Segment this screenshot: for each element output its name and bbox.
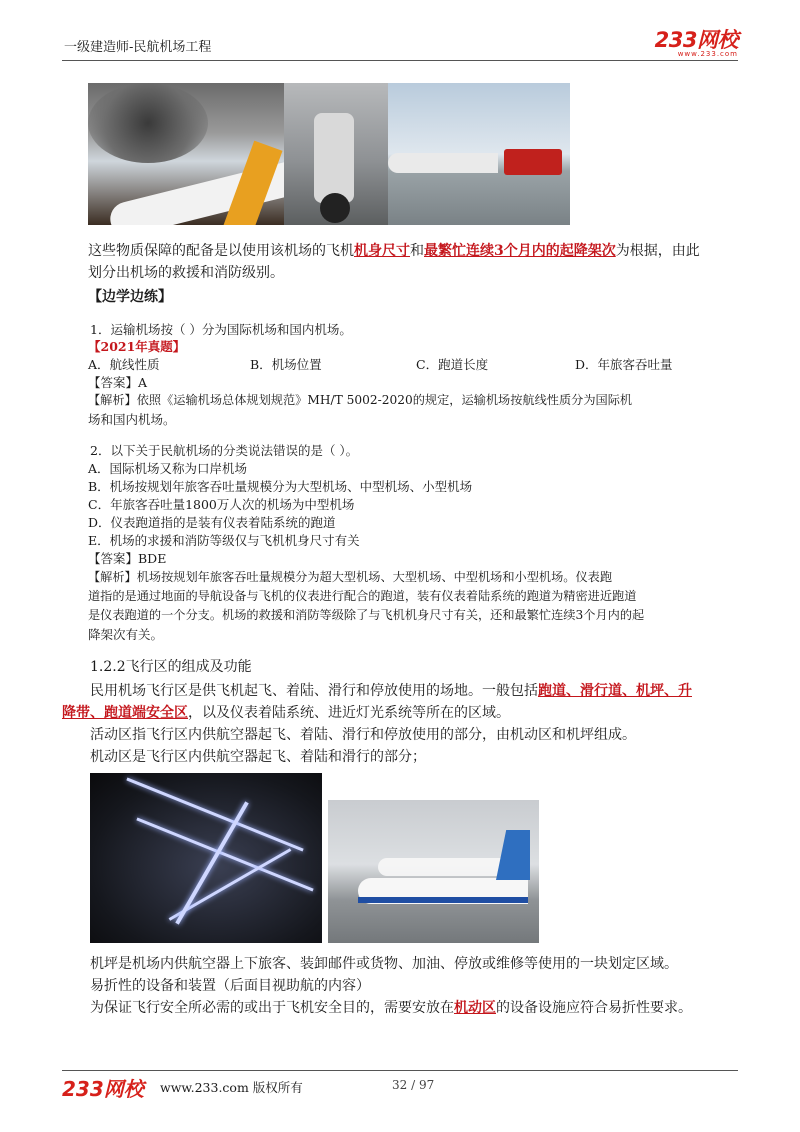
- practice-heading: 【边学边练】: [88, 289, 172, 305]
- q2-analysis-line4: 降架次有关。: [88, 627, 164, 642]
- page-header: [62, 30, 738, 60]
- q2-analysis-line2: 道指的是通过地面的导航设备与飞机的仪表进行配合的跑道，装有仪表着陆系统的跑道为精密进近跑道: [88, 589, 637, 603]
- apron-paragraph: 机坪是机场内供航空器上下旅客、装卸邮件或货物、加油、停放或维修等使用的一块划定区域。: [90, 956, 678, 972]
- q2-option-d: D．仪表跑道指的是装有仪表着陆系统的跑道: [88, 515, 336, 530]
- header-title: 一级建造师-民航机场工程: [64, 40, 212, 55]
- section-heading: 1.2.2飞行区的组成及功能: [90, 659, 252, 675]
- q2-analysis-line1: 【解析】机场按规划年旅客吞吐量规模分为超大型机场、大型机场、中型机场和小型机场。仪表跑: [88, 570, 613, 584]
- q1-option-b: B．机场位置: [250, 357, 322, 372]
- apron-aircraft-photo: [328, 800, 539, 943]
- q2-stem: 2．以下关于民航机场的分类说法错误的是（ ）。: [90, 443, 359, 458]
- footer-logo: 233网校: [62, 1077, 144, 1101]
- airport-model-photo: [90, 773, 322, 943]
- q2-analysis-line3: 是仪表跑道的一个分支。机场的救援和消防等级除了与飞机机身尺寸有关，还和最繁忙连续3个月内的起: [88, 608, 645, 622]
- frangibility-heading: 易折性的设备和装置（后面目视助航的内容）: [90, 978, 370, 994]
- q2-answer: 【答案】BDE: [88, 551, 167, 566]
- q1-exam-tag: 【2021年真题】: [88, 339, 186, 354]
- page-number: 32 / 97: [392, 1078, 435, 1092]
- intro-paragraph-line2: 划分出机场的救援和消防级别。: [88, 265, 284, 281]
- q1-answer: 【答案】A: [88, 375, 148, 390]
- q1-analysis: 【解析】依照《运输机场总体规划规范》MH/T 5002-2020的规定，运输机场按航线性质分为国际机: [88, 393, 633, 407]
- q2-option-b: B．机场按规划年旅客吞吐量规模分为大型机场、中型机场、小型机场: [88, 479, 473, 494]
- brand-logo: [655, 30, 738, 58]
- frangibility-paragraph: 为保证飞行安全所必需的或出于飞机安全目的，需要安放在机动区的设备设施应符合易折性要求。: [90, 1000, 692, 1016]
- highlight-airside-elements: 跑道、滑行道、机坪、升: [538, 683, 692, 699]
- brand-logo-text: 233网校: [654, 28, 738, 52]
- footer-copyright: www.233.com 版权所有: [160, 1080, 303, 1095]
- q1-option-d: D．年旅客吞吐量: [575, 357, 673, 372]
- q1-option-c: C．跑道长度: [416, 357, 489, 372]
- brand-logo-url: www.233.com: [677, 50, 738, 58]
- q1-analysis-line2: 场和国内机场。: [88, 412, 176, 427]
- q1-option-a: A．航线性质: [88, 357, 160, 372]
- maneuvering-area-paragraph: 机动区是飞行区内供航空器起飞、着陆和滑行的部分；: [90, 749, 426, 765]
- highlight-strip-resa: 降带、跑道端安全区: [62, 705, 188, 721]
- movement-area-paragraph: 活动区指飞行区内供航空器起飞、着陆、滑行和停放使用的部分，由机动区和机坪组成。: [90, 727, 636, 743]
- fire-truck-photo: [388, 83, 570, 225]
- footer-divider: [62, 1070, 738, 1071]
- q2-option-c: C．年旅客吞吐量1800万人次的机场为中型机场: [88, 497, 355, 512]
- highlight-maneuvering-area: 机动区: [454, 1000, 496, 1016]
- airside-paragraph-line2: 降带、跑道端安全区，以及仪表着陆系统、进近灯光系统等所在的区域。: [62, 705, 510, 721]
- header-divider: [62, 60, 738, 61]
- intro-paragraph: 这些物质保障的配备是以使用该机场的飞机机身尺寸和最繁忙连续3个月内的起降架次为根据，由此: [88, 243, 700, 259]
- airside-paragraph: 民用机场飞行区是供飞机起飞、着陆、滑行和停放使用的场地。一般包括跑道、滑行道、机坪、升: [90, 683, 692, 699]
- landing-gear-photo: [284, 83, 388, 225]
- q2-option-e: E．机场的求援和消防等级仅与飞机机身尺寸有关: [88, 533, 360, 548]
- q2-option-a: A．国际机场又称为口岸机场: [88, 461, 248, 476]
- highlight-busiest-movements: 最繁忙连续3个月内的起降架次: [424, 243, 616, 259]
- highlight-fuselage-size: 机身尺寸: [354, 243, 410, 259]
- q1-stem: 1．运输机场按（ ）分为国际机场和国内机场。: [90, 322, 352, 337]
- evacuation-photo: [88, 83, 284, 225]
